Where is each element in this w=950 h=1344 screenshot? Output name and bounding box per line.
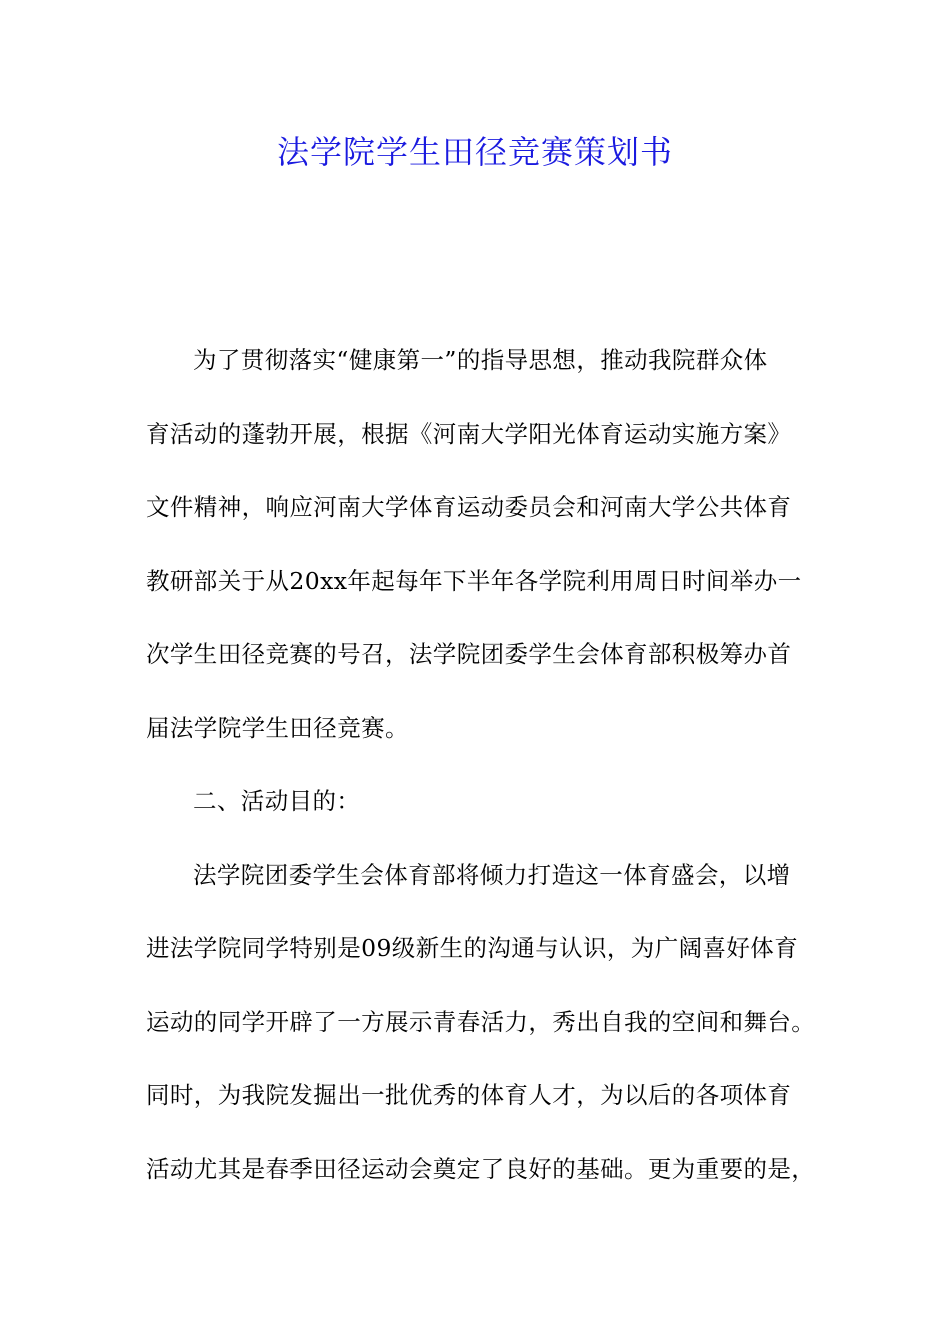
section-heading: 二、活动目的： (193, 787, 361, 815)
paragraph-line: 届法学院学生田径竞赛。 (146, 713, 409, 742)
paragraph-line: 法学院团委学生会体育部将倾力打造这一体育盛会，以增 (193, 860, 791, 889)
paragraph-line: 同时，为我院发掘出一批优秀的体育人才，为以后的各项体育 (146, 1081, 792, 1109)
document-title: 法学院学生田径竞赛策划书 (276, 133, 673, 171)
paragraph-line: 育活动的蓬勃开展，根据《河南大学阳光体育运动实施方案》 (146, 419, 792, 448)
paragraph-line: 活动尤其是春季田径运动会奠定了良好的基础。更为重要的是， (146, 1154, 816, 1183)
paragraph-line: 进法学院同学特别是09级新生的沟通与认识，为广阔喜好体育 (146, 934, 799, 962)
paragraph-line: 运动的同学开辟了一方展示青春活力，秀出自我的空间和舞台。 (146, 1007, 816, 1036)
paragraph-line: 为了贯彻落实“健康第一”的指导思想，推动我院群众体 (193, 346, 768, 374)
paragraph-line: 文件精神，响应河南大学体育运动委员会和河南大学公共体育 (146, 493, 792, 521)
paragraph-line: 次学生田径竞赛的号召，法学院团委学生会体育部积极筹办首 (146, 640, 792, 668)
document-body (146, 338, 836, 1220)
paragraph-line: 教研部关于从20xx年起每年下半年各学院利用周日时间举办一 (146, 566, 802, 595)
